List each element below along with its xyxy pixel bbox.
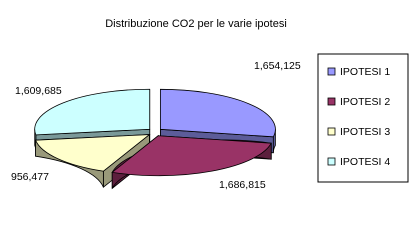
legend-label-1: IPOTESI 1: [340, 66, 391, 78]
legend-label-3: IPOTESI 3: [340, 126, 391, 138]
legend-swatch-2: [328, 98, 335, 105]
pie-tops: [35, 89, 276, 175]
data-label-4: 1,609,685: [15, 85, 62, 97]
data-label-3: 956,477: [11, 171, 49, 183]
data-label-1: 1,654,125: [254, 60, 301, 72]
legend: [318, 54, 408, 182]
pie-slice-1: [160, 89, 275, 137]
legend-label-2: IPOTESI 2: [340, 96, 391, 108]
data-label-2: 1,686,815: [219, 179, 266, 191]
legend-label-4: IPOTESI 4: [340, 156, 391, 168]
legend-swatch-4: [328, 158, 335, 165]
legend-swatch-1: [328, 68, 335, 75]
chart-title: Distribuzione CO2 per le varie ipotesi: [105, 18, 287, 30]
legend-swatch-3: [328, 128, 335, 135]
